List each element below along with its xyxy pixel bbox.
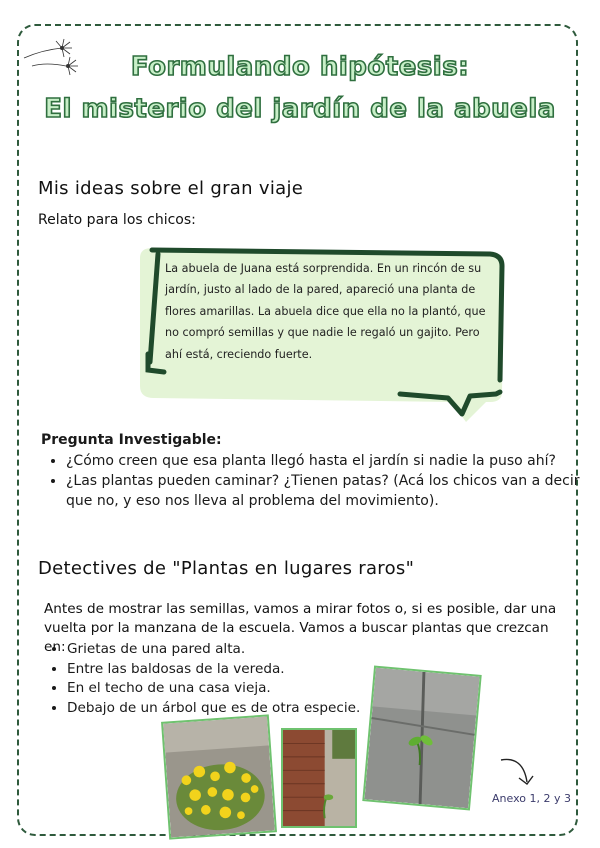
- photo-wall-sprout: [281, 728, 357, 828]
- places-list: [47, 640, 360, 718]
- title-line-1: Formulando hipótesis:: [130, 52, 470, 82]
- list-item: • En el techo de una casa vieja.: [67, 679, 360, 699]
- detectives-intro: Antes de mostrar las semillas, vamos a mirar fotos o, si es posible, dar una vuelta por la manzana de la escuela. Vamos a buscar plantas que crezcan en:: [44, 601, 557, 655]
- list-item: • Debajo de un árbol que es de otra especie.: [67, 699, 360, 719]
- section-heading-detectives: Detectives de "Plantas en lugares raros": [38, 558, 415, 579]
- section-heading-ideas: Mis ideas sobre el gran viaje: [38, 178, 304, 199]
- list-item: • Grietas de una pared alta.: [67, 640, 360, 660]
- question-title: Pregunta Investigable:: [41, 432, 222, 448]
- list-item: • ¿Cómo creen que esa planta llegó hasta el jardín si nadie la puso ahí?: [66, 451, 586, 471]
- question-list: [46, 451, 586, 511]
- title-line-2: El misterio del jardín de la abuela: [44, 94, 556, 124]
- photo-yellow-flowers: [161, 714, 277, 839]
- story-text: La abuela de Juana está sorprendida. En un rincón de su jardín, justo al lado de la pared, apareció una planta de flores amarillas. La abuela dice que ella no la plantó, que no compró semillas y que nadie le regaló un gajito. Pero ahí está, creciendo fuerte.: [165, 262, 486, 361]
- story-intro: Relato para los chicos:: [38, 212, 196, 228]
- arrow-down-right-icon: [497, 754, 539, 792]
- photo-pavement-sprout: [362, 666, 481, 811]
- list-item: • Entre las baldosas de la vereda.: [67, 660, 360, 680]
- annex-label: Anexo 1, 2 y 3: [492, 792, 571, 805]
- list-item: • ¿Las plantas pueden caminar? ¿Tienen patas? (Acá los chicos van a decir que no, y eso nos lleva al problema del movimiento).: [66, 471, 586, 511]
